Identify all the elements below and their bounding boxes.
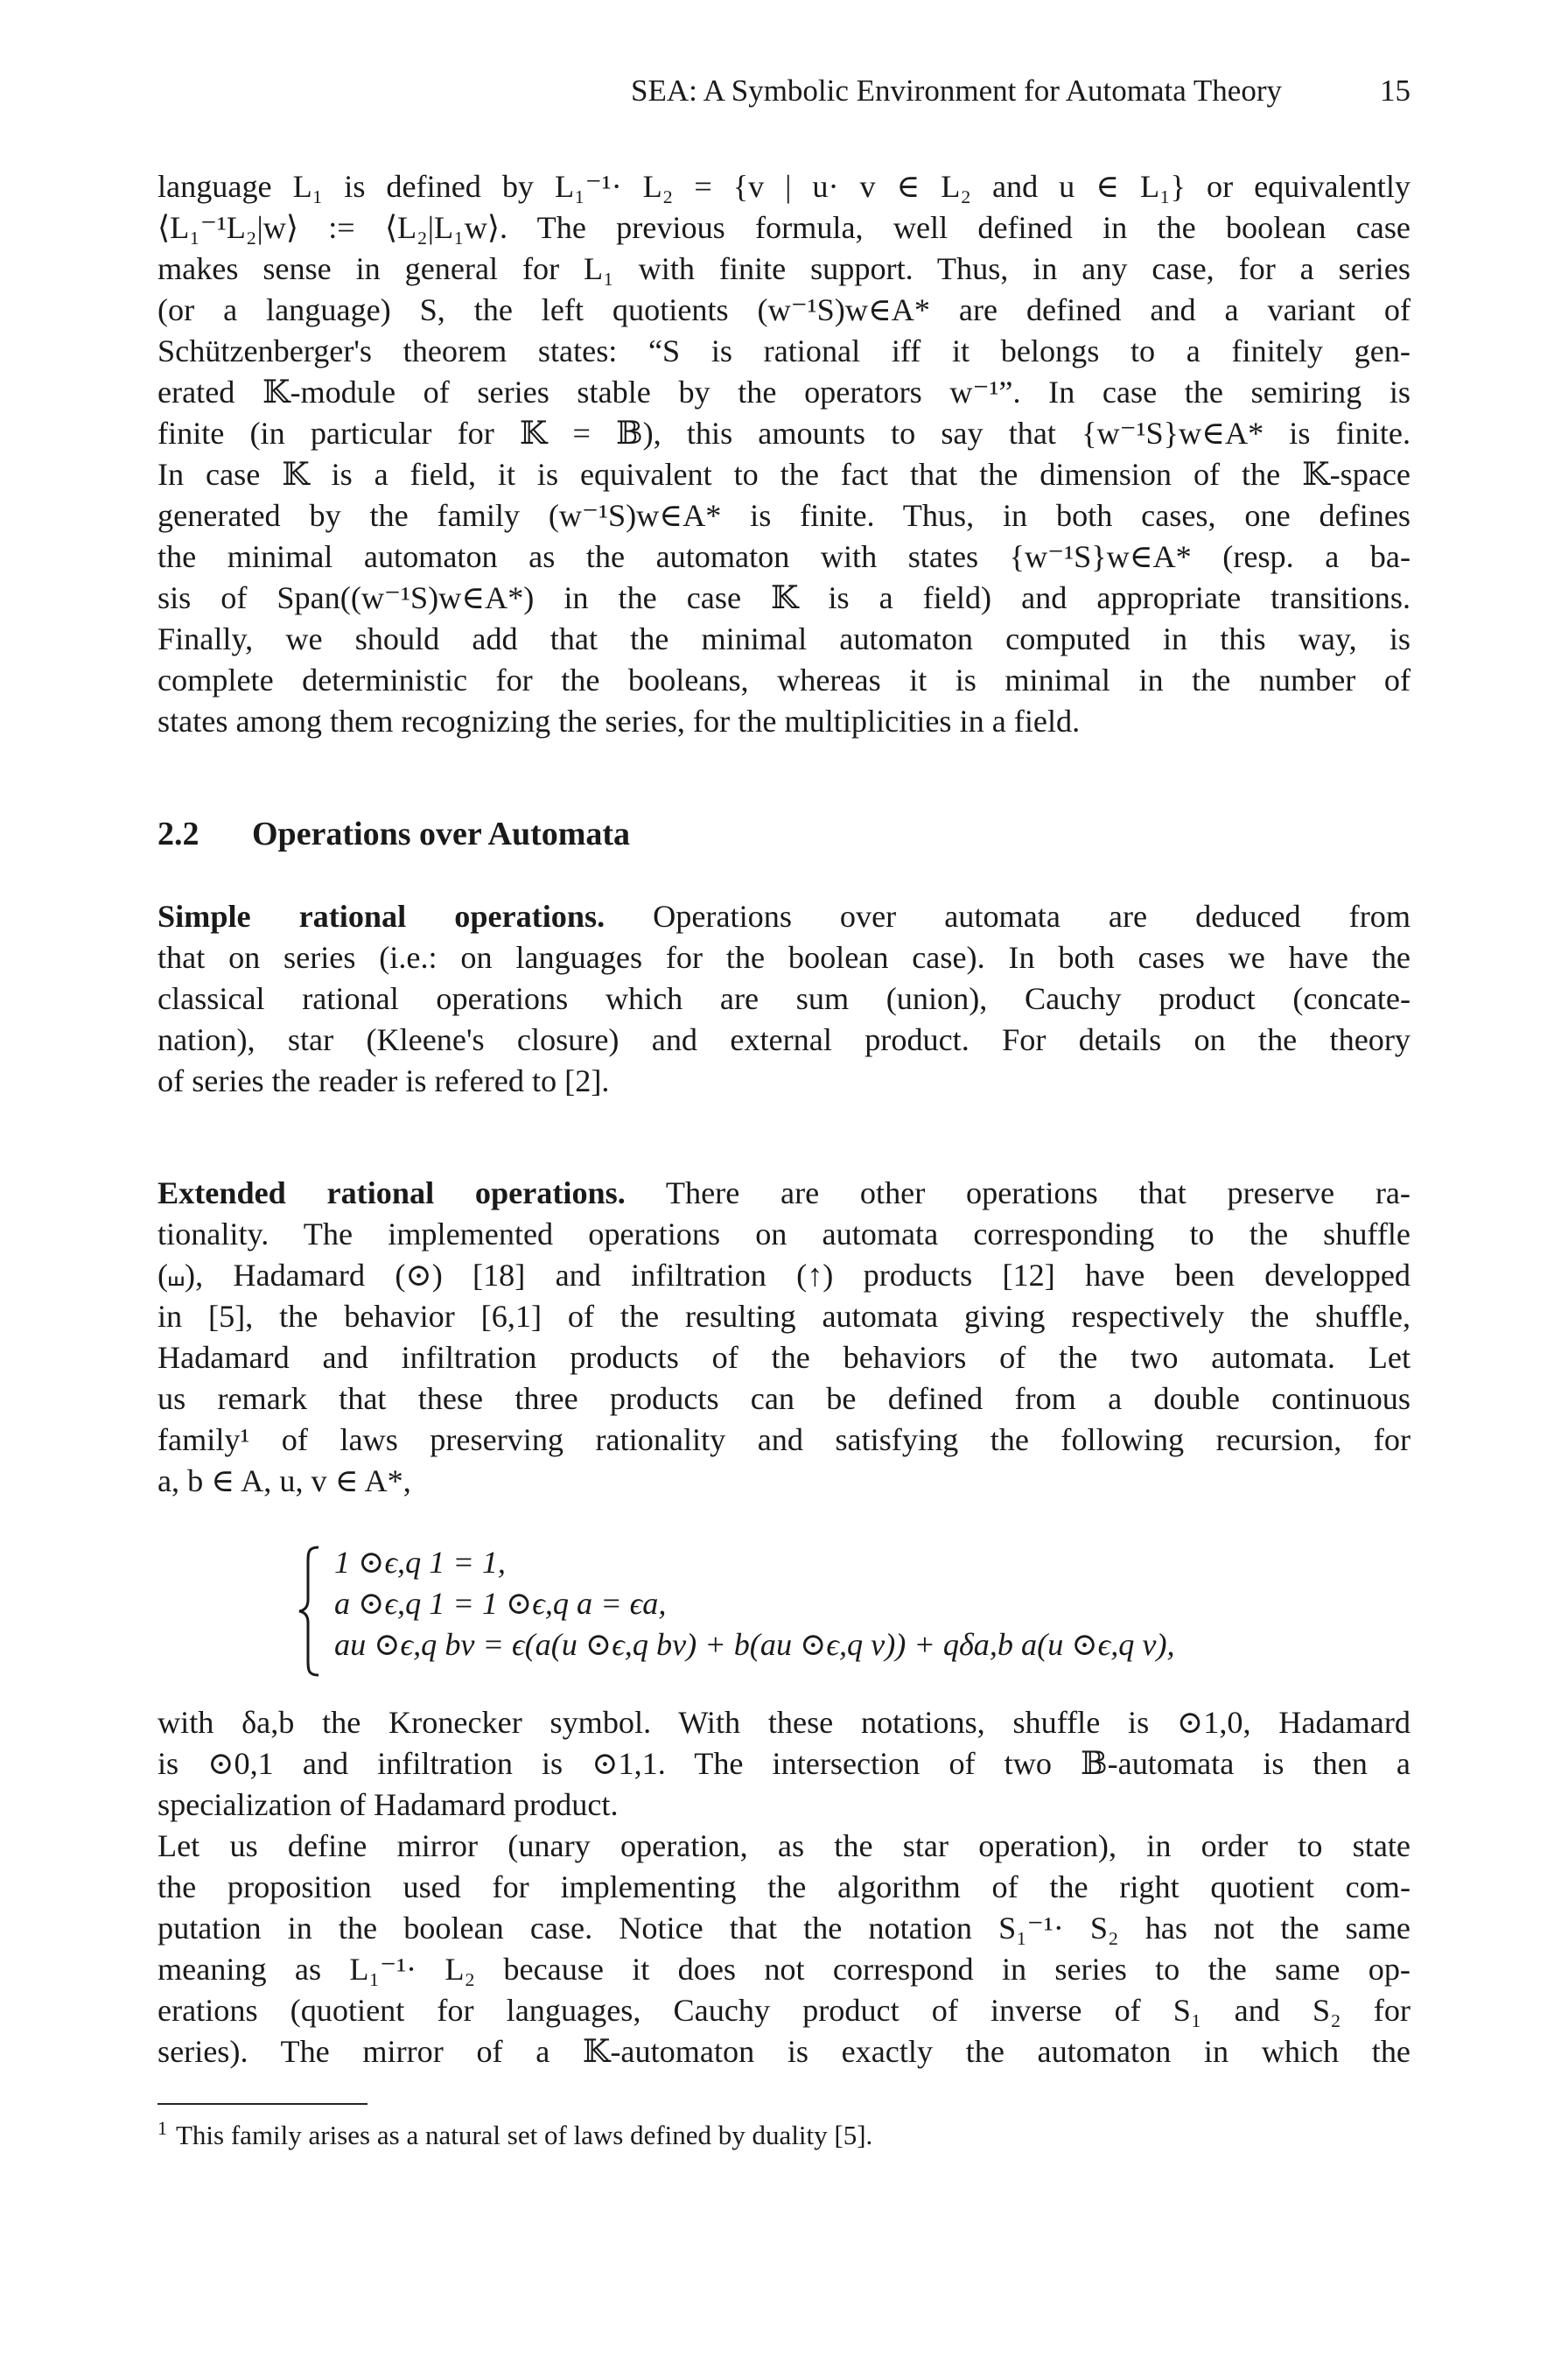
paragraph-mirror: [158, 1826, 1410, 2072]
section-number: 2.2: [158, 816, 200, 852]
left-brace-icon: [298, 1546, 320, 1677]
text-line: [158, 896, 1410, 937]
paragraph-kronecker: [158, 1702, 1410, 1826]
text-line: Let us define mirror (unary operation, as the star operation), in order to state: [158, 1828, 1410, 1863]
paragraph-quotients: [158, 166, 1410, 742]
text-line: tionality. The implemented operations on automata corresponding to the shuffle: [158, 1217, 1410, 1252]
text-line: Hadamard and infiltration products of the behaviors of the two automata. Let: [158, 1340, 1410, 1375]
text-line: is ⊙0,1 and infiltration is ⊙1,1. The intersection of two 𝔹-automata is then a: [158, 1746, 1410, 1781]
text-line: family¹ of laws preserving rationality and satisfying the following recursion, for: [158, 1422, 1410, 1457]
equation-line: a ⊙ϵ,q 1 = 1 ⊙ϵ,q a = ϵa,: [334, 1586, 667, 1621]
section-title: Operations over Automata: [252, 816, 631, 852]
text-line: finite (in particular for 𝕂 = 𝔹), this amounts to say that {w⁻¹S}w∈A* is finite.: [158, 416, 1410, 451]
paragraph-extended-operations: [158, 1173, 1410, 1502]
text-line: the minimal automaton as the automaton with states {w⁻¹S}w∈A* (resp. a ba-: [158, 539, 1410, 574]
text-line: (⧢), Hadamard (⊙) [18] and infiltration (↑) products [12] have been developped: [158, 1258, 1410, 1293]
text-line: us remark that these three products can be defined from a double continuous: [158, 1381, 1410, 1416]
text-line: In case 𝕂 is a field, it is equivalent to the fact that the dimension of the 𝕂-space: [158, 457, 1410, 492]
text-line: states among them recognizing the series, for the multiplicities in a field.: [158, 704, 1081, 739]
run-in-heading: Simple rational operations.: [158, 899, 606, 934]
page-number: 15: [1380, 74, 1410, 108]
text-line: meaning as L₁⁻¹· L₂ because it does not correspond in series to the same op-: [158, 1952, 1410, 1987]
text-line: (or a language) S, the left quotients (w⁻¹S)w∈A* are defined and a variant of: [158, 292, 1410, 327]
text-line: complete deterministic for the booleans, whereas it is minimal in the number of: [158, 663, 1410, 698]
text-line: with δa,b the Kronecker symbol. With these notations, shuffle is ⊙1,0, Hadamard: [158, 1705, 1410, 1740]
footnote-rule: [158, 2103, 368, 2105]
text-line: sis of Span((w⁻¹S)w∈A*) in the case 𝕂 is a field) and appropriate transitions.: [158, 580, 1410, 615]
paragraph-simple-operations: [158, 896, 1410, 1102]
text-line: language L₁ is defined by L₁⁻¹· L₂ = {v | u· v ∈ L₂ and u ∈ L₁} or equivalently: [158, 169, 1410, 204]
text-line: makes sense in general for L₁ with finite support. Thus, in any case, for a series: [158, 251, 1410, 286]
text-line: [158, 1173, 1410, 1214]
text-span: There are other operations that preserve ra-: [625, 1175, 1410, 1210]
recursion-equation: [298, 1542, 1348, 1680]
run-in-heading: Extended rational operations.: [158, 1175, 626, 1210]
running-title: SEA: A Symbolic Environment for Automata Theory: [630, 74, 1282, 108]
text-line: generated by the family (w⁻¹S)w∈A* is finite. Thus, in both cases, one defines: [158, 498, 1410, 533]
text-line: of series the reader is refered to [2].: [158, 1063, 610, 1098]
section-heading: [158, 814, 630, 855]
running-head: [158, 74, 1410, 109]
text-line: erations (quotient for languages, Cauchy product of inverse of S₁ and S₂ for: [158, 1993, 1410, 2028]
footnote-text: This family arises as a natural set of laws defined by duality [5].: [176, 2120, 873, 2150]
text-line: series). The mirror of a 𝕂-automaton is exactly the automaton in which the: [158, 2034, 1410, 2069]
text-line: the proposition used for implementing the algorithm of the right quotient com-: [158, 1869, 1410, 1904]
text-span: Operations over automata are deduced from: [605, 899, 1410, 934]
footnote: [158, 2111, 1410, 2153]
text-line: specialization of Hadamard product.: [158, 1787, 619, 1822]
text-line: ⟨L₁⁻¹L₂|w⟩ := ⟨L₂|L₁w⟩. The previous formula, well defined in the boolean case: [158, 210, 1410, 245]
text-line: erated 𝕂-module of series stable by the operators w⁻¹”. In case the semiring is: [158, 375, 1410, 410]
text-line: putation in the boolean case. Notice that the notation S₁⁻¹· S₂ has not the same: [158, 1911, 1410, 1946]
text-line: Finally, we should add that the minimal automaton computed in this way, is: [158, 621, 1410, 656]
text-line: a, b ∈ A, u, v ∈ A*,: [158, 1463, 411, 1498]
text-line: Schützenberger's theorem states: “S is rational iff it belongs to a finitely gen-: [158, 333, 1410, 368]
equation-line: au ⊙ϵ,q bv = ϵ(a(u ⊙ϵ,q bv) + b(au ⊙ϵ,q v)) + qδa,b a(u ⊙ϵ,q v),: [334, 1627, 1175, 1662]
footnote-marker: 1: [158, 2117, 167, 2139]
text-line: nation), star (Kleene's closure) and external product. For details on the theory: [158, 1022, 1410, 1057]
text-line: in [5], the behavior [6,1] of the resulting automata giving respectively the shuffle,: [158, 1299, 1410, 1334]
text-line: classical rational operations which are sum (union), Cauchy product (concate-: [158, 981, 1410, 1016]
text-line: that on series (i.e.: on languages for the boolean case). In both cases we have the: [158, 940, 1410, 975]
equation-line: 1 ⊙ϵ,q 1 = 1,: [334, 1545, 506, 1580]
